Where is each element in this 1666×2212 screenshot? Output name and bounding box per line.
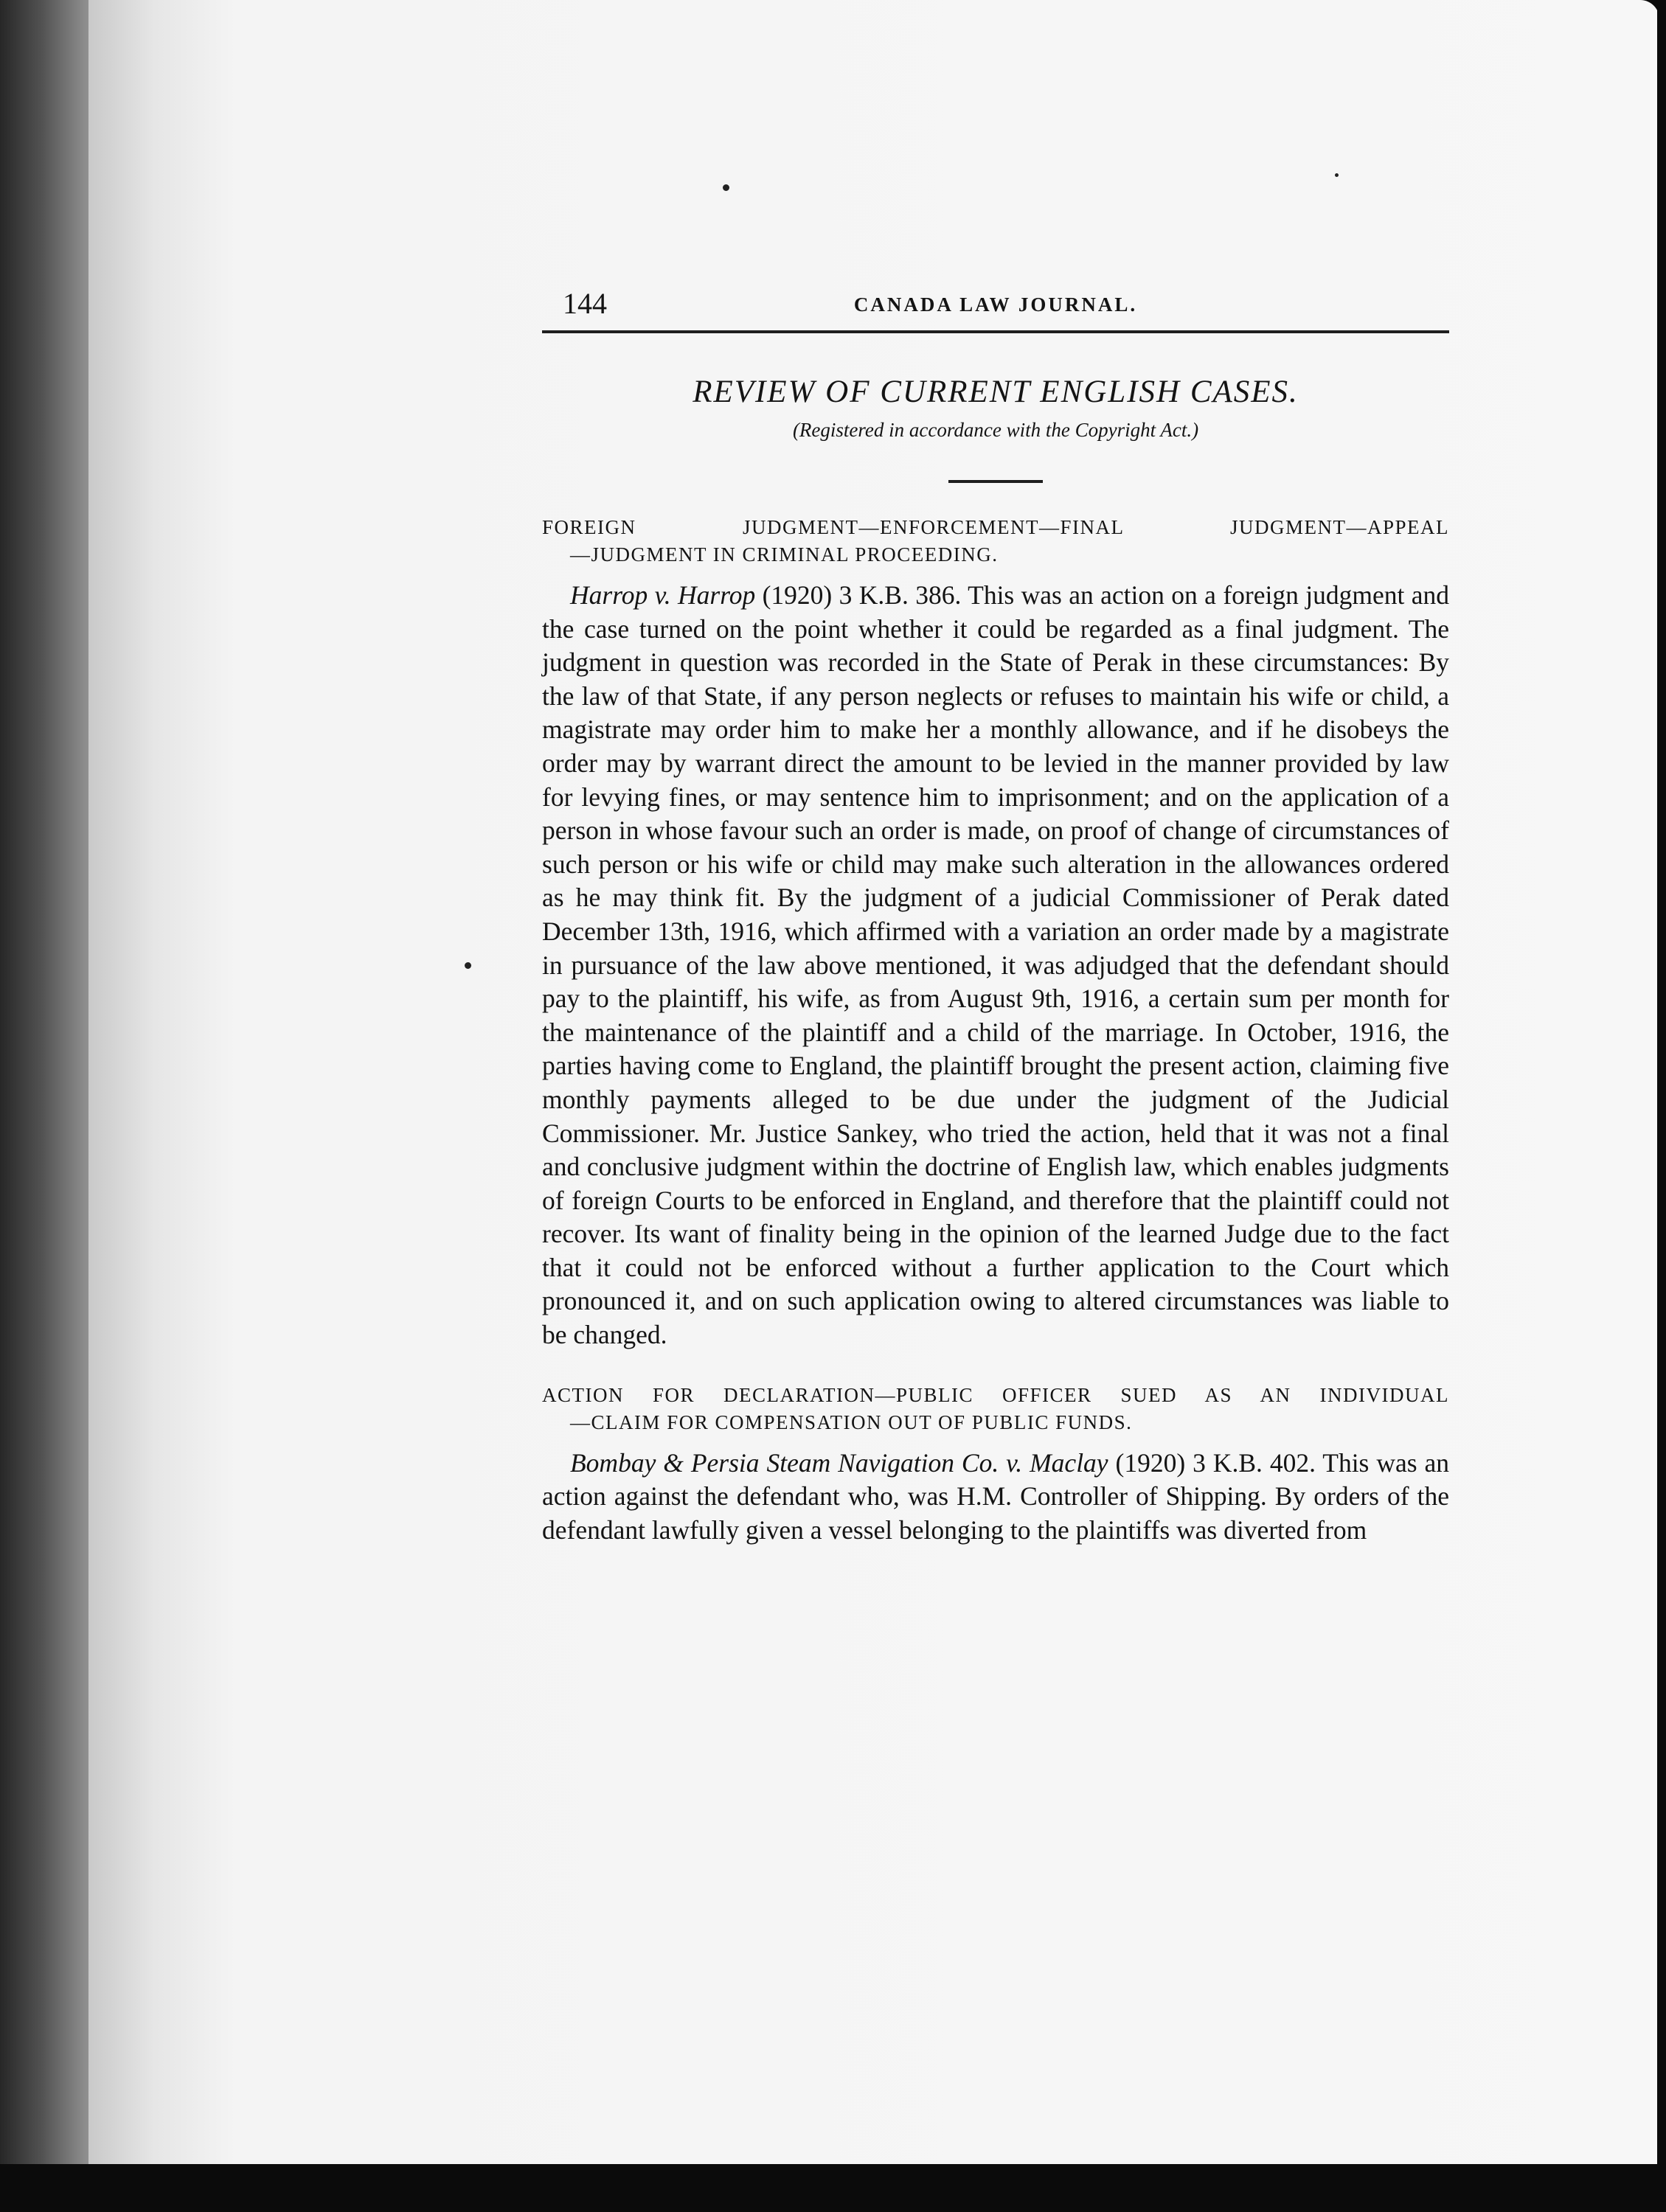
case-headnote	[542, 514, 1449, 568]
case-text: This was an action on a foreign judgment and the case turned on the point whether it could be regarded as a final judgment. The judgment in question was recorded in the State of Perak in these circumstances: By the law of that State, if any person neglects or refuses to maintain his wife or child, a magistrate may order him to make her a monthly allowance, and if he disobeys the order may by warrant direct the amount to be levied in the manner provided by law for levying fines, or may sentence him to imprisonment; and on the application of a person in whose favour such an order is made, on proof of change of circumstances of such person or his wife or child may make such alteration in the allowances ordered as he may think fit. By the judgment of a judicial Commissioner of Perak dated December 13th, 1916, which affirmed with a variation an order made by a magistrate in pursuance of the law above mentioned, it was adjudged that the defendant should pay to the plaintiff, his wife, as from August 9th, 1916, a certain sum per month for the maintenance of the plaintiff and a child of the marriage. In October, 1916, the parties having come to England, the plaintiff brought the present action, claiming five monthly payments alleged to be due under the judgment of the Judicial Commissioner. Mr. Justice Sankey, who tried the action, held that it was not a final and conclusive judgment within the doctrine of English law, which enables judgments of foreign Courts to be enforced in England, and therefore that the plaintiff could not recover. Its want of finality being in the opinion of the learned Judge due to the fact that it could not be enforced without a further application to the Court which pronounced it, and on such application owing to altered circumstances was liable to be changed.	[542, 580, 1449, 1350]
page-content	[542, 279, 1449, 1547]
copyright-note: (Registered in accordance with the Copyright Act.)	[792, 419, 1199, 441]
headnote-line: —CLAIM FOR COMPENSATION OUT OF PUBLIC FUNDS.	[570, 1411, 1133, 1433]
case-citation: (1920) 3 K.B. 402.	[1108, 1447, 1316, 1478]
case-name: Harrop v. Harrop	[570, 580, 756, 610]
case-paragraph	[542, 1447, 1449, 1548]
section-title: REVIEW OF CURRENT ENGLISH CASES.	[693, 375, 1299, 409]
page-number: 144	[563, 287, 607, 320]
case-citation: (1920) 3 K.B. 386.	[755, 580, 962, 610]
section-divider	[948, 480, 1043, 483]
ink-speck	[1335, 173, 1339, 177]
ink-speck	[465, 962, 471, 969]
case-name: Bombay & Persia Steam Navigation Co. v. Maclay	[570, 1447, 1108, 1478]
journal-title: CANADA LAW JOURNAL.	[853, 293, 1138, 316]
headnote-line: —JUDGMENT IN CRIMINAL PROCEEDING.	[570, 543, 999, 566]
running-header	[542, 279, 1449, 333]
case-paragraph	[542, 579, 1449, 1352]
scan-border-bottom	[0, 2164, 1666, 2212]
scan-border-right	[1657, 0, 1666, 2212]
headnote-line: FOREIGN JUDGMENT—ENFORCEMENT—FINAL JUDGMENT—APPEAL	[542, 516, 1449, 538]
case-text: This was an action against the defendant who, was H.M. Controller of Shipping. By orders of the defendant lawfully given a vessel belonging to the plaintiffs was diverted from	[542, 1447, 1449, 1545]
ink-speck	[723, 184, 729, 191]
headnote-line: ACTION FOR DECLARATION—PUBLIC OFFICER SUED AS AN INDIVIDUAL	[542, 1383, 1449, 1406]
case-headnote	[542, 1382, 1449, 1436]
